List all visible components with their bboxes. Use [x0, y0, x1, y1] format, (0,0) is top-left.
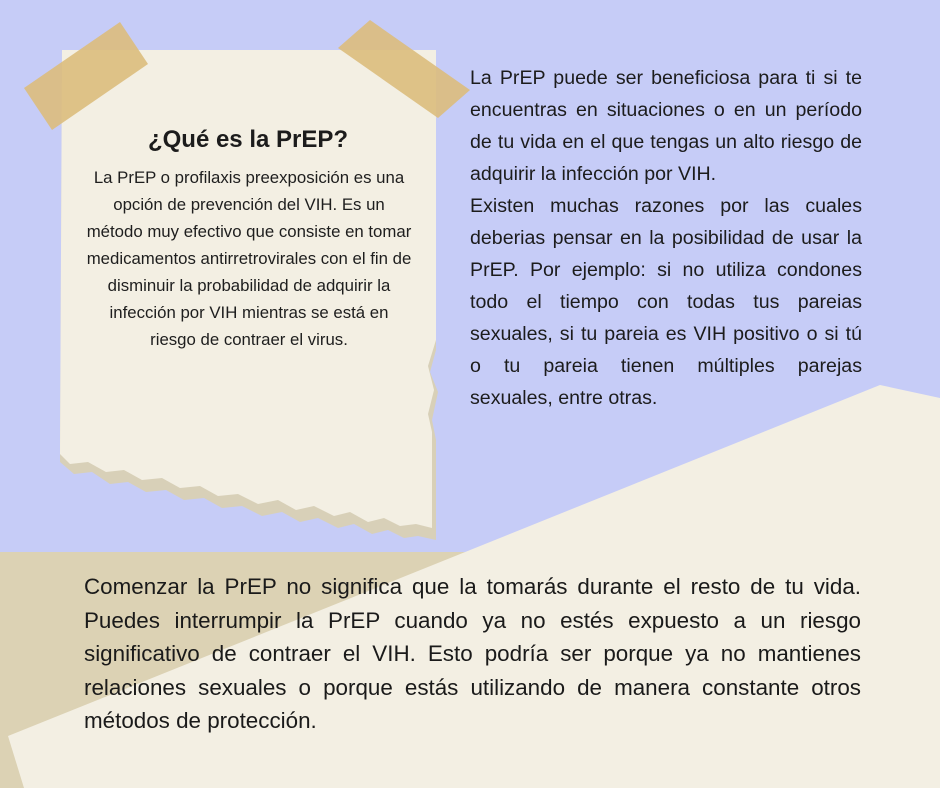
right-column: [470, 62, 862, 414]
bottom-paragraph: Comenzar la PrEP no significa que la tomarás durante el resto de tu vida. Puedes interrumpir la PrEP cuando ya no estés expuesto a un riesgo significativo de contraer el VIH. Esto podría ser porque ya no mantienes relaciones sexuales o porque estás utilizando de manera constante otros métodos de protección.: [84, 574, 861, 733]
note-title: ¿Qué es la PrEP?: [147, 126, 349, 153]
right-paragraph-2: Existen muchas razones por las cuales deberias pensar en la posibilidad de usar la PrEP. Por ejemplo: si no utiliza condones todo el tiempo con todas tus pareias sexuales, si tu pareia es VIH positivo o si tú o tu pareia tienen múltiples parejas sexuales, entre otras.: [470, 195, 862, 409]
note-body: La PrEP o profilaxis preexposición es una opción de prevención del VIH. Es un método muy efectivo que consiste en tomar medicamentos antirretrovirales con el fin de disminuir la probabilidad de adquirir la infección por VIH mientras se está en riesgo de contraer el virus.: [86, 168, 412, 349]
right-paragraph-1: La PrEP puede ser beneficiosa para ti si te encuentras en situaciones o en un período de tu vida en el que tengas un alto riesgo de adquirir la infección por VIH.: [470, 67, 862, 185]
